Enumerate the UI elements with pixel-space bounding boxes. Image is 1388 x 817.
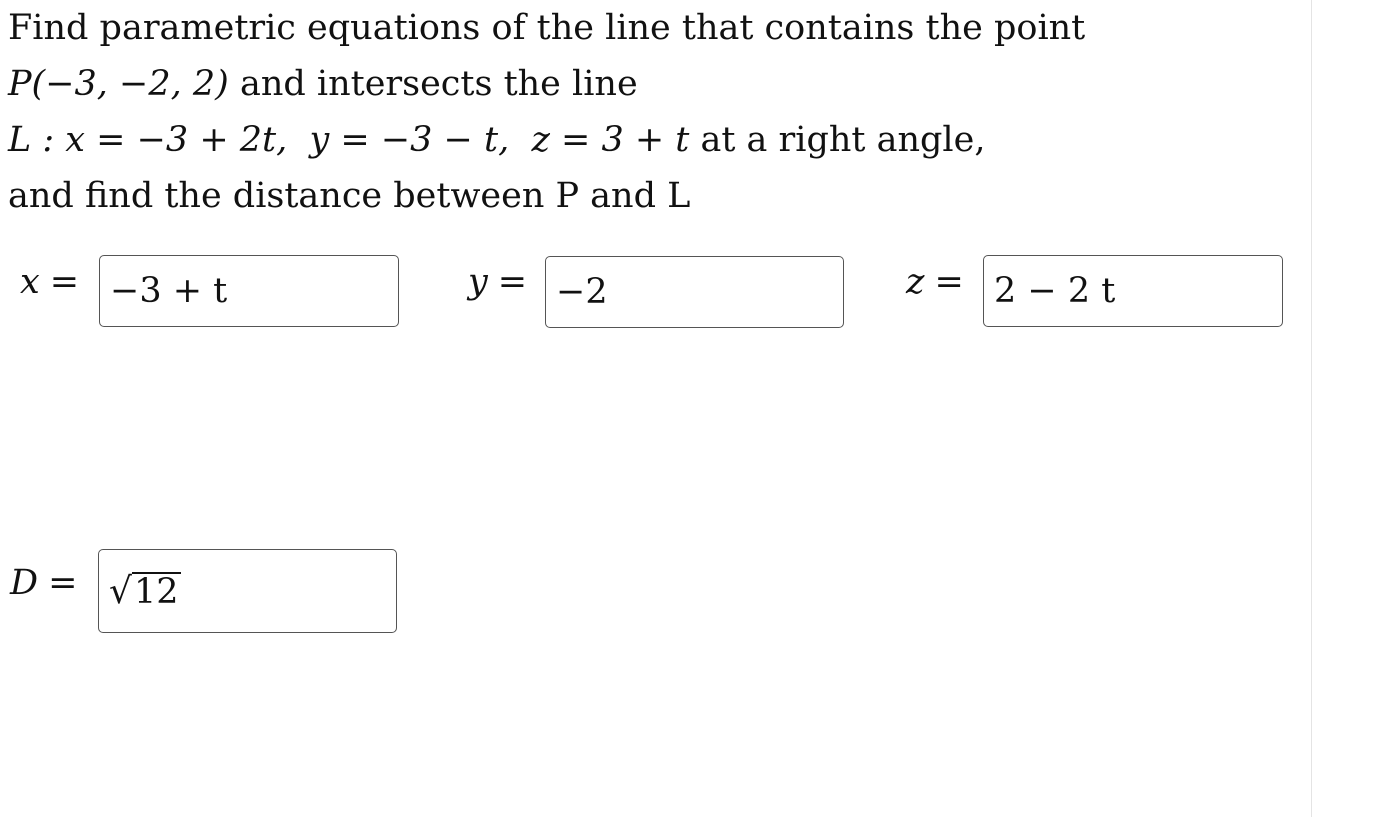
problem-statement bbox=[8, 0, 1298, 224]
y-answer-input[interactable] bbox=[545, 256, 844, 328]
sqrt-radicand: 12 bbox=[133, 571, 179, 612]
x-equals: = bbox=[49, 262, 80, 302]
z-answer-value: 2 − 2 t bbox=[994, 271, 1116, 311]
x-label-group bbox=[20, 262, 89, 302]
problem-text-4: and find the distance between P and L bbox=[8, 176, 691, 216]
x-answer-value: −3 + t bbox=[110, 271, 228, 311]
y-equals: = bbox=[497, 262, 528, 302]
z-label-group bbox=[906, 262, 974, 302]
problem-text-2: and intersects the line bbox=[228, 64, 638, 104]
problem-text-1: Find parametric equations of the line that contains the point bbox=[8, 8, 1086, 48]
problem-line-4 bbox=[8, 168, 1298, 224]
x-label: x bbox=[20, 262, 40, 302]
y-answer-value: −2 bbox=[556, 272, 608, 312]
problem-text-3: at a right angle, bbox=[689, 120, 986, 160]
sqrt-symbol: √ bbox=[109, 571, 132, 613]
d-label: D bbox=[10, 563, 39, 603]
right-divider bbox=[1311, 0, 1312, 817]
problem-line-1 bbox=[8, 0, 1298, 56]
y-label: y bbox=[468, 262, 488, 302]
x-answer-input[interactable] bbox=[99, 255, 399, 327]
problem-line-3 bbox=[8, 112, 1298, 168]
z-answer-input[interactable] bbox=[983, 255, 1283, 327]
sqrt-expression bbox=[109, 572, 181, 611]
d-equals: = bbox=[48, 563, 78, 603]
line-l-equations: L : x = −3 + 2t, y = −3 − t, z = 3 + t bbox=[8, 120, 690, 160]
distance-answer-input[interactable] bbox=[98, 549, 397, 633]
z-label: z bbox=[906, 262, 925, 302]
point-p: P(−3, −2, 2) bbox=[8, 64, 229, 104]
problem-line-2 bbox=[8, 56, 1298, 112]
d-label-group bbox=[10, 563, 87, 603]
y-label-group bbox=[468, 262, 537, 302]
z-equals: = bbox=[934, 262, 964, 302]
